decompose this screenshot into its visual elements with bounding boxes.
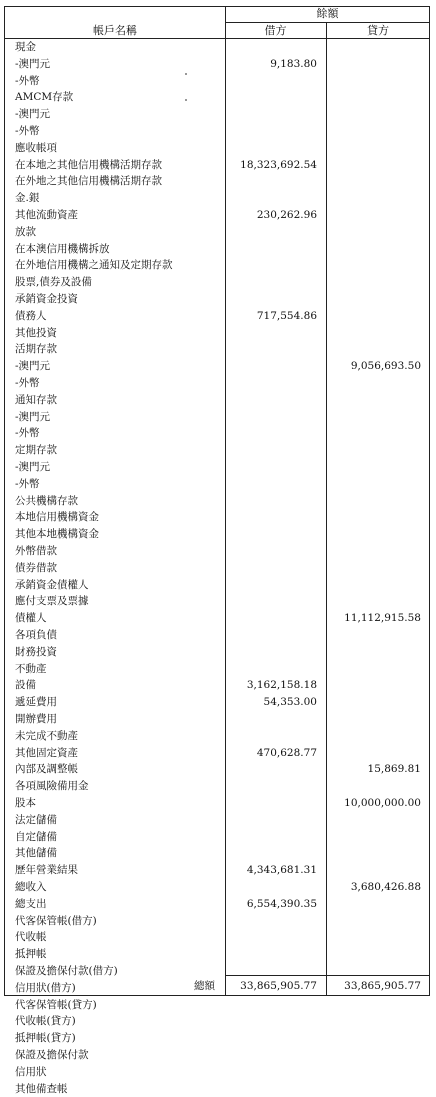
table-row bbox=[5, 862, 431, 879]
account-name: -澳門元 bbox=[15, 108, 51, 121]
table-row bbox=[5, 425, 431, 442]
credit-amount: 3,680,426.88 bbox=[350, 881, 421, 893]
account-name: 設備 bbox=[15, 679, 36, 692]
account-name: -外幣 bbox=[15, 427, 40, 440]
account-name: 法定儲備 bbox=[15, 813, 57, 826]
account-name: 總收入 bbox=[15, 881, 47, 893]
table-row bbox=[5, 476, 431, 493]
account-name: 在外地信用機構之通知及定期存款 bbox=[15, 259, 173, 272]
table-row bbox=[5, 89, 431, 106]
account-name: -澳門元 bbox=[15, 461, 51, 473]
account-name: 代客保管帳(貸方) bbox=[15, 998, 97, 1011]
table-row bbox=[5, 610, 431, 627]
balance-header-underline bbox=[225, 22, 430, 23]
table-row bbox=[5, 929, 431, 946]
table-row bbox=[5, 1013, 431, 1030]
table-row bbox=[5, 224, 431, 241]
account-name: 歷年營業結果 bbox=[15, 864, 78, 877]
account-name: -外幣 bbox=[15, 477, 40, 490]
table-row bbox=[5, 946, 431, 963]
table-row bbox=[5, 73, 431, 90]
account-name: 其他儲備 bbox=[15, 847, 57, 860]
table-row bbox=[5, 509, 431, 526]
table-row bbox=[5, 358, 431, 375]
table-row bbox=[5, 627, 431, 644]
credit-amount: 15,869.81 bbox=[367, 763, 421, 776]
header-debit: 借方 bbox=[264, 24, 287, 37]
account-name: 內部及調整帳 bbox=[15, 763, 78, 776]
credit-amount: 9,056,693.50 bbox=[350, 360, 421, 373]
table-row bbox=[5, 661, 431, 678]
account-name: 金.銀 bbox=[15, 192, 40, 205]
table-row bbox=[5, 409, 431, 426]
table-row bbox=[5, 1064, 431, 1081]
account-name: 保證及擔保付款(借方) bbox=[15, 965, 118, 977]
account-name: -外幣 bbox=[15, 377, 40, 389]
account-name: 保證及擔保付款 bbox=[15, 1049, 89, 1061]
debit-amount: 3,162,158.18 bbox=[246, 679, 317, 692]
table-row bbox=[5, 812, 431, 829]
account-name: 抵押帳(貸方) bbox=[15, 1032, 76, 1045]
debit-amount: 4,343,681.31 bbox=[246, 864, 317, 877]
account-name: -外幣 bbox=[15, 74, 40, 87]
total-label: 總額 bbox=[194, 980, 215, 992]
table-row bbox=[5, 375, 431, 392]
table-row bbox=[5, 140, 431, 157]
table-row bbox=[5, 896, 431, 913]
table-row bbox=[5, 274, 431, 291]
table-row bbox=[5, 56, 431, 73]
table-row bbox=[5, 997, 431, 1014]
table-row bbox=[5, 241, 431, 258]
account-name: 債券借款 bbox=[15, 561, 57, 574]
account-name: 應收帳項 bbox=[15, 141, 57, 154]
account-name: 信用狀 bbox=[15, 1065, 47, 1078]
table-row bbox=[5, 845, 431, 862]
table-row bbox=[5, 308, 431, 325]
table-row bbox=[5, 694, 431, 711]
account-name: 開辦費用 bbox=[15, 713, 57, 725]
table-row bbox=[5, 123, 431, 140]
table-row bbox=[5, 593, 431, 610]
header-account-name: 帳戶名稱 bbox=[93, 24, 137, 37]
table-row bbox=[5, 728, 431, 745]
total-row bbox=[5, 976, 431, 996]
account-name: 各項風險備用金 bbox=[15, 780, 89, 793]
debit-amount: 18,323,692.54 bbox=[240, 158, 317, 171]
table-row bbox=[5, 829, 431, 846]
account-name: 債權人 bbox=[15, 612, 47, 625]
account-name: 財務投資 bbox=[15, 645, 57, 658]
account-name: AMCM存款 bbox=[15, 91, 74, 104]
table-row bbox=[5, 173, 431, 190]
account-name: 應付支票及票據 bbox=[15, 595, 89, 608]
account-name: -澳門元 bbox=[15, 360, 51, 373]
account-name: 債務人 bbox=[15, 309, 47, 322]
account-name: 其他固定資產 bbox=[15, 746, 78, 759]
table-row bbox=[5, 341, 431, 358]
table-row bbox=[5, 257, 431, 274]
table-row bbox=[5, 543, 431, 560]
table-row bbox=[5, 493, 431, 510]
trial-balance-sheet bbox=[4, 6, 430, 1095]
table-row bbox=[5, 1047, 431, 1064]
account-name: 本地信用機構資金 bbox=[15, 511, 99, 524]
account-name: 承銷資金投資 bbox=[15, 293, 78, 305]
account-name: 放款 bbox=[15, 225, 36, 238]
header-credit: 貸方 bbox=[367, 24, 389, 37]
account-name: 其他流動資產 bbox=[15, 209, 78, 221]
table-row bbox=[5, 761, 431, 778]
table-row bbox=[5, 745, 431, 762]
account-name: 自定儲備 bbox=[15, 830, 57, 843]
account-name: 信用狀(借方) bbox=[15, 981, 76, 994]
table-row bbox=[5, 190, 431, 207]
account-name: 定期存款 bbox=[15, 444, 57, 457]
debit-amount: 6,554,390.35 bbox=[246, 897, 317, 910]
account-name: 代收帳(貸方) bbox=[15, 1015, 76, 1028]
table-row bbox=[5, 392, 431, 409]
credit-amount: 10,000,000.00 bbox=[344, 797, 421, 809]
table-row bbox=[5, 1030, 431, 1047]
account-name: 外幣借款 bbox=[15, 545, 57, 557]
table-row bbox=[5, 913, 431, 930]
account-name: 活期存款 bbox=[15, 343, 57, 356]
table-row bbox=[5, 644, 431, 661]
table-row bbox=[5, 325, 431, 342]
credit-amount: 11,112,915.58 bbox=[344, 612, 421, 625]
account-name: 代收帳 bbox=[15, 931, 47, 944]
account-name: 在本地之其他信用機構活期存款 bbox=[15, 158, 162, 171]
table-row bbox=[5, 1081, 431, 1097]
account-name: 其他備查帳 bbox=[15, 1082, 68, 1095]
debit-amount: 54,353.00 bbox=[263, 696, 317, 709]
table-row bbox=[5, 459, 431, 476]
account-name: 不動產 bbox=[15, 662, 47, 675]
debit-amount: 470,628.77 bbox=[256, 746, 317, 759]
account-name: 通知存款 bbox=[15, 393, 57, 406]
account-name: 其他本地機構資金 bbox=[15, 528, 99, 541]
account-name: 公共機構存款 bbox=[15, 494, 78, 507]
account-name: 在外地之其他信用機構活期存款 bbox=[15, 175, 162, 188]
account-name: 未完成不動產 bbox=[15, 729, 78, 742]
account-name: 其他投資 bbox=[15, 326, 57, 339]
table-row bbox=[5, 207, 431, 224]
debit-amount: 9,183.80 bbox=[270, 57, 317, 70]
table-row bbox=[5, 778, 431, 795]
header-balance: 餘額 bbox=[316, 7, 339, 20]
account-name: 總支出 bbox=[15, 897, 47, 910]
table-row bbox=[5, 711, 431, 728]
table-row bbox=[5, 795, 431, 812]
debit-amount: 717,554.86 bbox=[256, 309, 317, 322]
table-row bbox=[5, 106, 431, 123]
table-row bbox=[5, 526, 431, 543]
account-name: 股本 bbox=[15, 797, 36, 809]
account-name: 各項負債 bbox=[15, 629, 57, 641]
table-row bbox=[5, 291, 431, 308]
total-debit: 33,865,905.77 bbox=[240, 980, 317, 992]
table-row bbox=[5, 39, 431, 56]
account-name: 現金 bbox=[15, 41, 36, 53]
table-row bbox=[5, 442, 431, 459]
table-row bbox=[5, 879, 431, 896]
table-row bbox=[5, 577, 431, 594]
debit-amount: 230,262.96 bbox=[256, 209, 317, 221]
account-name: 承銷資金債權人 bbox=[15, 578, 89, 591]
total-credit: 33,865,905.77 bbox=[344, 980, 421, 992]
account-name: 抵押帳 bbox=[15, 948, 47, 961]
table-row bbox=[5, 157, 431, 174]
account-name: -外幣 bbox=[15, 125, 40, 137]
account-name: -澳門元 bbox=[15, 57, 51, 70]
table-row bbox=[5, 677, 431, 694]
account-name: 在本澳信用機構拆放 bbox=[15, 242, 110, 255]
table-row bbox=[5, 560, 431, 577]
account-name: 遞延費用 bbox=[15, 696, 57, 709]
account-name: 代客保管帳(借方) bbox=[15, 914, 97, 927]
account-name: -澳門元 bbox=[15, 410, 51, 423]
account-name: 股票,債券及設備 bbox=[15, 276, 92, 289]
